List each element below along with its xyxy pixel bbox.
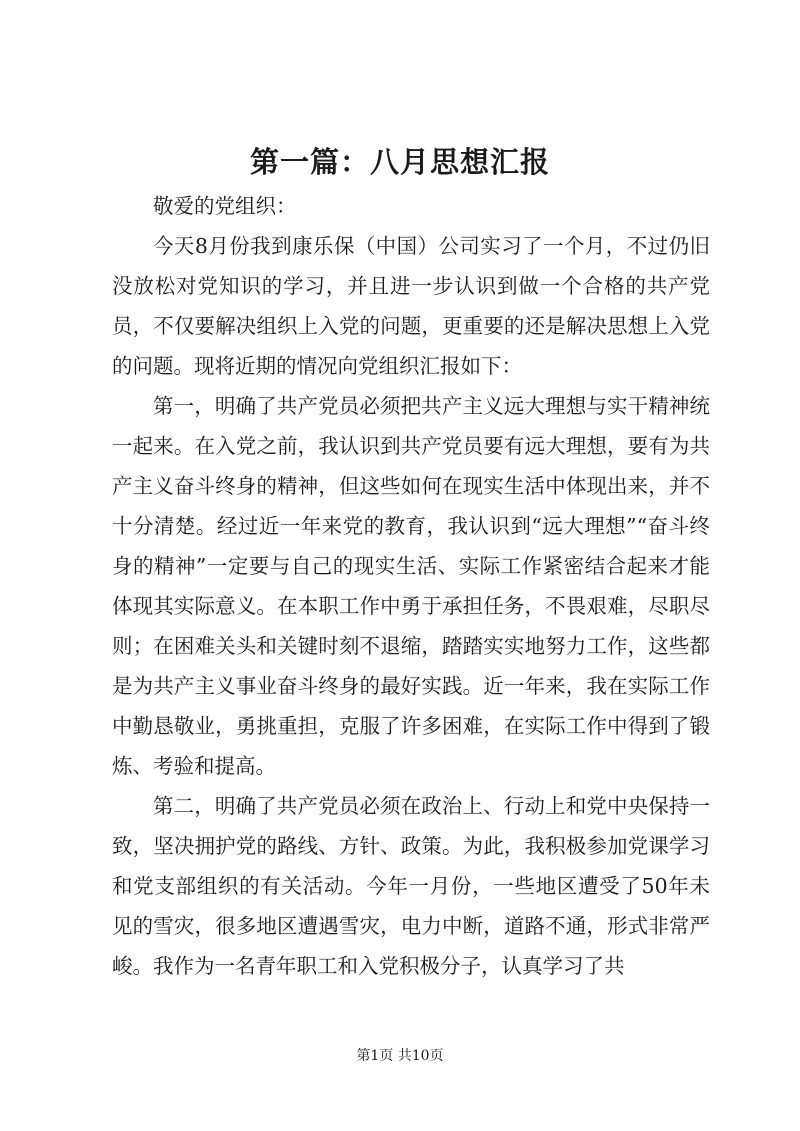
salutation: 敬爱的党组织： xyxy=(153,194,297,218)
paragraph-second-point: 第二，明确了共产党员必须在政治上、行动上和党中央保持一致，坚决拥护党的路线、方针、政策。为此，我积极参加党课学习和党支部组织的有关活动。今年一月份，一些地区遭受了50年未见的雪灾，很多地区遭遇雪灾，电力中断，道路不通，形式非常严峻。我作为一名青年职工和入党积极分子，认真学习了共 xyxy=(112,794,710,978)
paragraph-first-point: 第一，明确了共产党员必须把共产主义远大理想与实干精神统一起来。在入党之前，我认识到共产党员要有远大理想，要有为共产主义奋斗终身的精神，但这些如何在现实生活中体现出来，并不十分清楚。经过近一年来党的教育，我认识到“远大理想”“奋斗终身的精神”一定要与自己的现实生活、实际工作紧密结合起来才能体现其实际意义。在本职工作中勇于承担任务，不畏艰难，尽职尽则；在困难关头和关键时刻不退缩，踏踏实实地努力工作，这些都是为共产主义事业奋斗终身的最好实践。近一年来，我在实际工作中勤恳敬业，勇挑重担，克服了许多困难，在实际工作中得到了锻炼、考验和提高。 xyxy=(112,394,710,778)
document-body xyxy=(112,186,710,986)
document-title: 第一篇：八月思想汇报 xyxy=(249,145,550,179)
paragraph-intro: 今天8月份我到康乐保（中国）公司实习了一个月，不过仍旧没放松对党知识的学习，并且进一步认识到做一个合格的共产党员，不仅要解决组织上入党的问题，更重要的还是解决思想上入党的问题。现将近期的情况向党组织汇报如下： xyxy=(112,234,710,378)
page-indicator: 第1页 共10页 xyxy=(356,1048,444,1064)
